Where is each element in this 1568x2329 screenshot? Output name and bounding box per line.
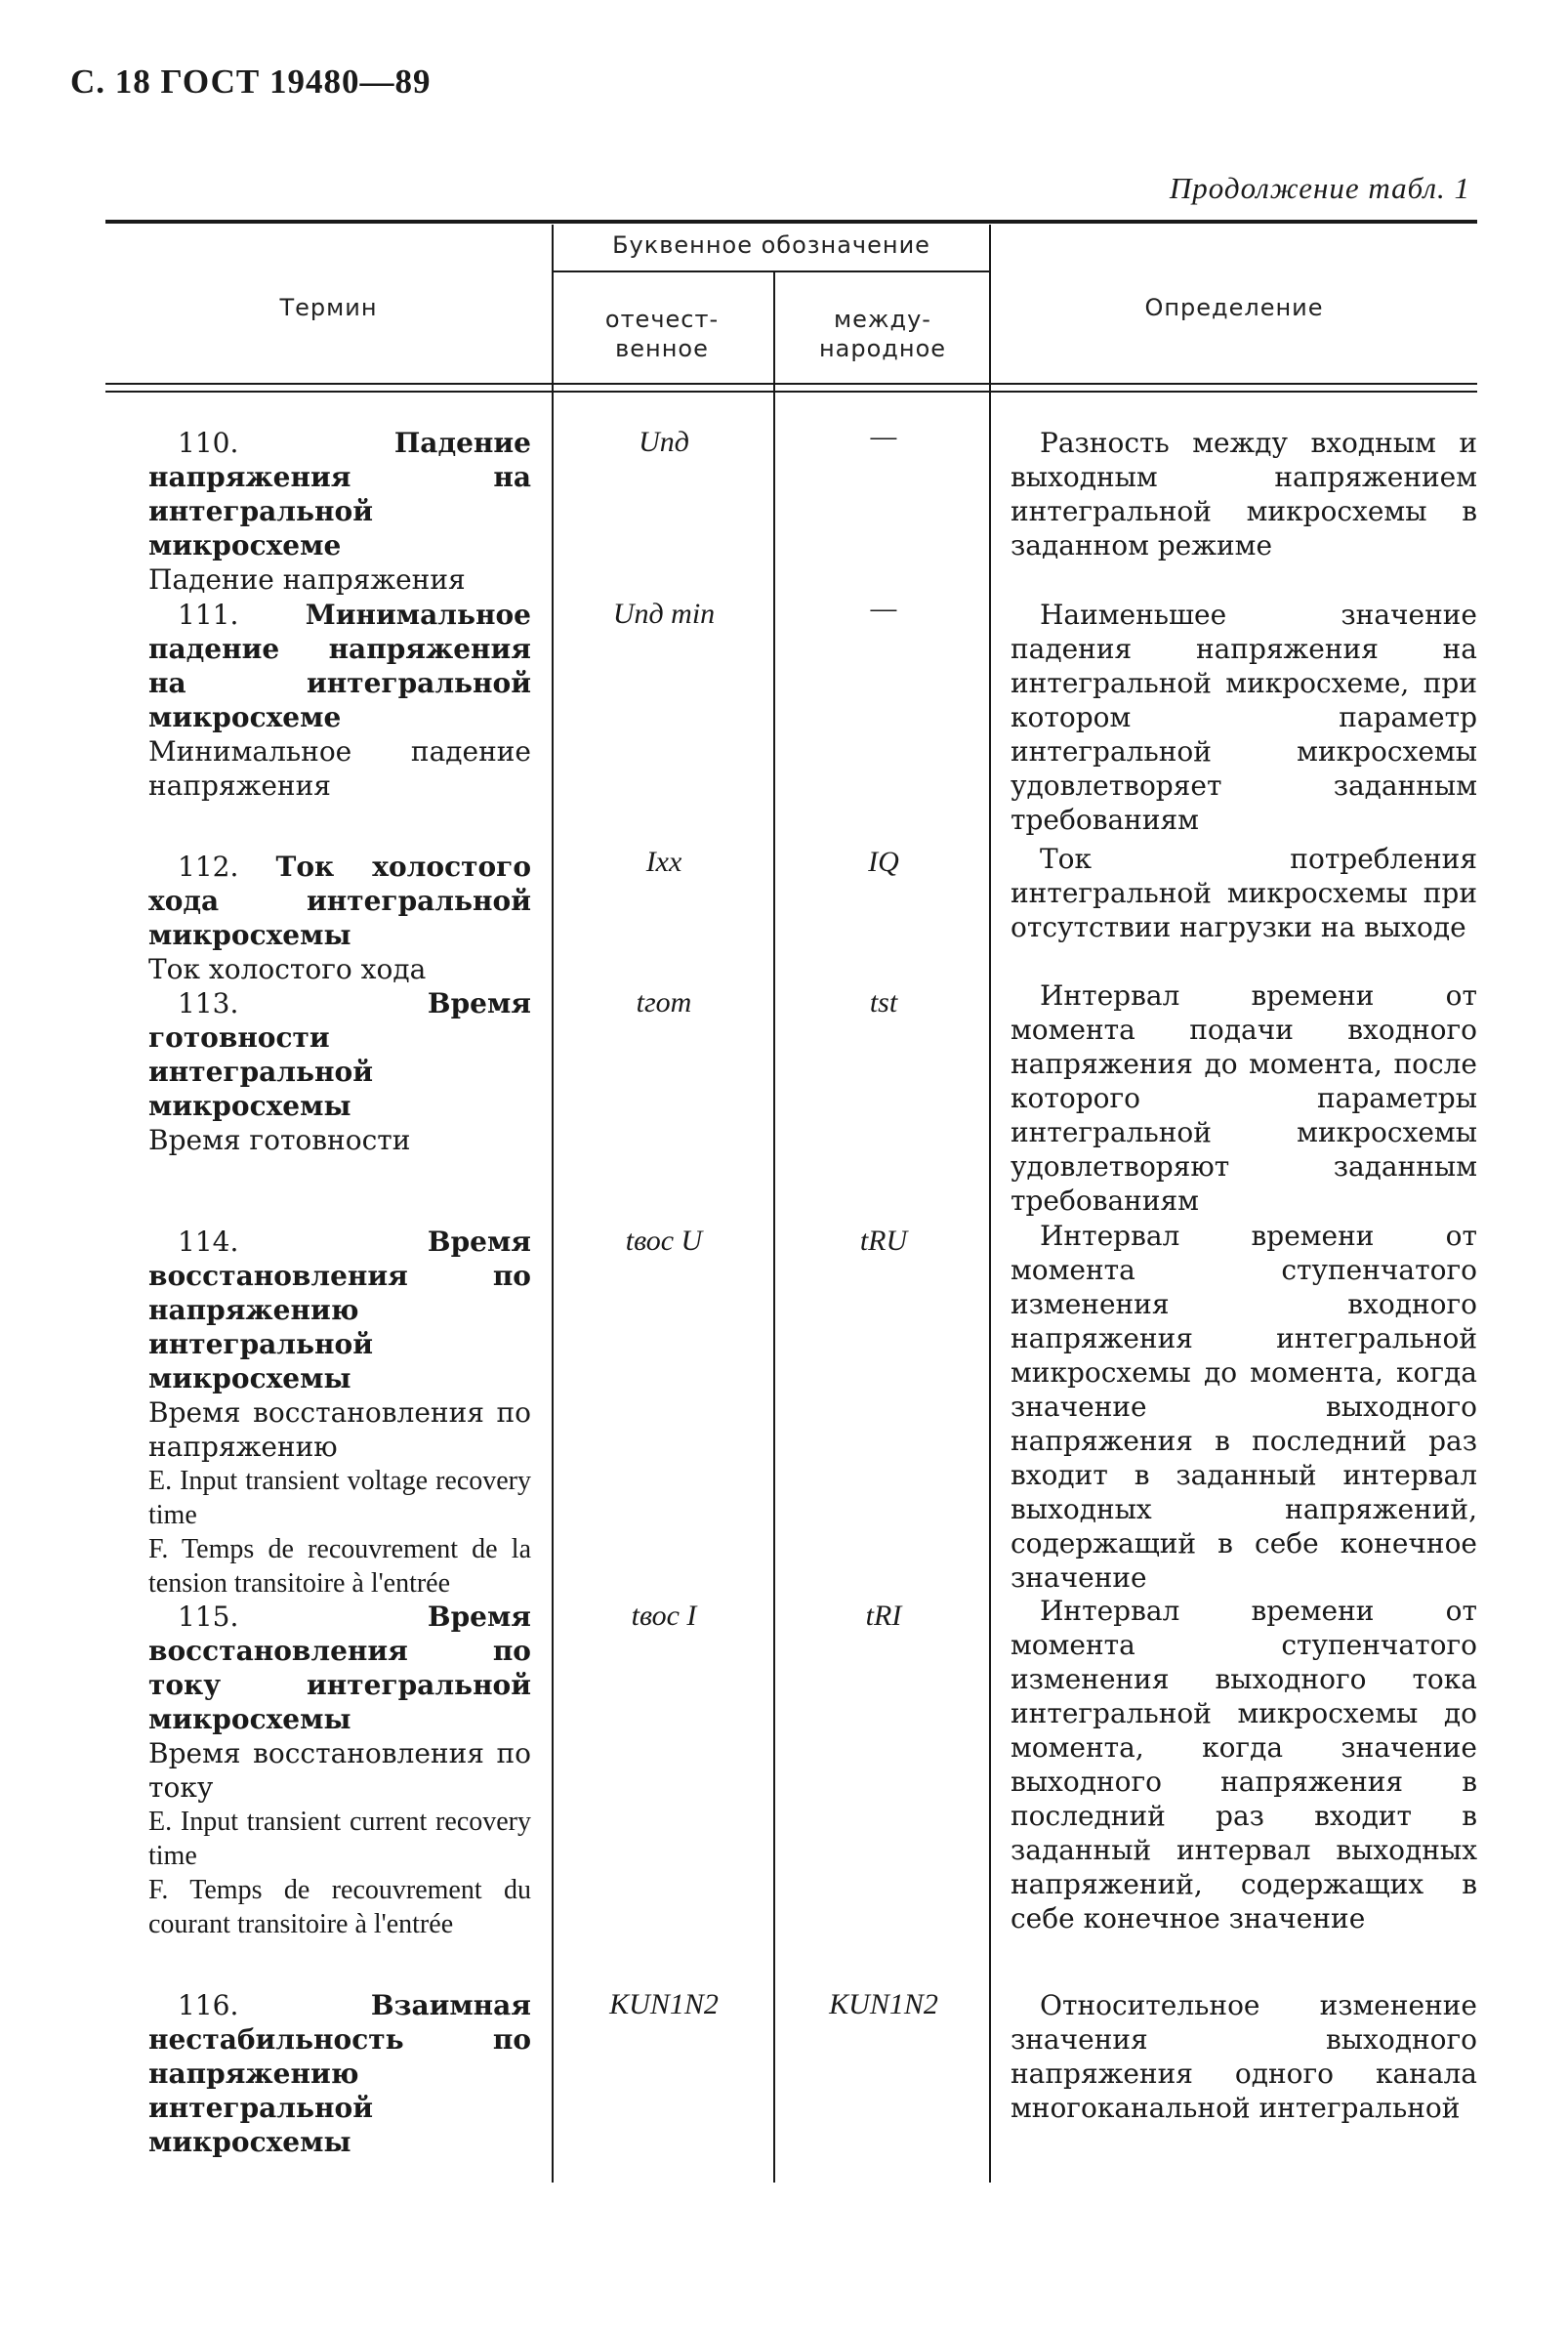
term-name: Падение напряжения на интегральной микросхеме: [148, 427, 531, 561]
term-number: 110.: [178, 427, 239, 459]
term-name: Время готовности интегральной микросхемы: [148, 987, 531, 1122]
term-number: 112.: [178, 851, 239, 883]
term-114: [148, 1225, 531, 1601]
definition-114: Интервал времени от момента ступенчатого изменения входного напряжения интегральной микросхемы до момента, когда значение выходного напряжения в последний раз входит в заданный интервал выходных напряжений, содержащий в себе конечное значение: [1011, 1220, 1477, 1594]
term-name: Время восстановления по току интегральной микросхемы: [148, 1601, 531, 1735]
symbol-international-113: tst: [869, 986, 898, 1019]
term-number: 113.: [178, 987, 239, 1019]
term-112: [148, 850, 531, 986]
symbol-international-110: —: [870, 420, 897, 452]
table-continuation-label: Продолжение табл. 1: [1169, 171, 1470, 205]
term-synonym: Время готовности: [148, 1124, 411, 1156]
symbol-domestic-111: Uпд min: [612, 598, 716, 630]
term-116: [148, 1988, 531, 2159]
page-header: С. 18 ГОСТ 19480—89: [70, 62, 432, 101]
term-name: Время восстановления по напряжению интегральной микросхемы: [148, 1226, 531, 1394]
term-115: [148, 1600, 531, 1941]
header-term: Термин: [279, 294, 378, 321]
definition-115: Интервал времени от момента ступенчатого изменения выходного тока интегральной микросхемы до момента, когда значение выходного напряжения в последний раз входит в заданный интервал выходных напряжений, содержащих в себе конечное значение: [1011, 1595, 1477, 1934]
term-synonym: Время восстановления по напряжению: [148, 1396, 531, 1463]
term-110: [148, 426, 531, 597]
symbol-domestic-113: tгот: [636, 986, 692, 1019]
term-synonym: Ток холостого хода: [148, 953, 427, 985]
term-french: F. Temps de recouvrement du courant transitoire à l'entrée: [148, 1875, 531, 1939]
term-number: 111.: [178, 599, 239, 631]
definition-112: Ток потребления интегральной микросхемы при отсутствии нагрузки на выходе: [1011, 843, 1477, 943]
term-113: [148, 986, 531, 1157]
term-synonym: Падение напряжения: [148, 563, 466, 596]
definition-116: Относительное изменение значения выходного напряжения одного канала многоканальной интегральной: [1011, 1989, 1477, 2124]
term-english: E. Input transient current recovery time: [148, 1807, 531, 1871]
header-bottom-rule-2: [105, 391, 1477, 393]
header-letter-designation: Буквенное обозначение: [612, 231, 930, 259]
term-number: 116.: [178, 1989, 239, 2021]
definition-111: Наименьшее значение падения напряжения на интегральной микросхеме, при котором параметр интегральной микросхемы удовлетворяет заданным требованиям: [1011, 599, 1477, 836]
column-rule-definition: [989, 225, 991, 2183]
symbol-international-114: tRU: [859, 1225, 908, 1257]
symbol-domestic-110: Uпд: [639, 426, 689, 458]
symbol-international-116: KUN1N2: [829, 1988, 938, 2020]
term-french: F. Temps de recouvrement de la tension transitoire à l'entrée: [148, 1534, 531, 1599]
term-english: E. Input transient voltage recovery time: [148, 1466, 531, 1530]
term-name: Минимальное падение напряжения на интегральной микросхеме: [148, 599, 531, 733]
symbol-international-111: —: [870, 592, 897, 624]
table-top-rule: [105, 220, 1477, 224]
definition-110: Разность между входным и выходным напряжением интегральной микросхемы в заданном режиме: [1011, 427, 1477, 561]
column-rule-term: [552, 225, 554, 2183]
term-number: 114.: [178, 1226, 239, 1258]
definition-113: Интервал времени от момента подачи входного напряжения до момента, после которого параметры интегральной микросхемы удовлетворяют заданным требованиям: [1011, 979, 1477, 1217]
header-domestic: отечест-венное: [604, 306, 720, 362]
letter-designation-rule: [552, 270, 991, 272]
symbol-domestic-116: KUN1N2: [609, 1988, 719, 2020]
symbol-domestic-112: Iхх: [645, 846, 682, 878]
header-international: между-народное: [818, 306, 947, 362]
symbol-international-115: tRI: [865, 1600, 902, 1632]
header-definition: Определение: [1144, 294, 1324, 321]
symbol-domestic-114: tвос U: [625, 1225, 703, 1257]
symbol-international-112: IQ: [868, 846, 899, 878]
term-number: 115.: [178, 1601, 239, 1633]
term-name: Ток холостого хода интегральной микросхемы: [148, 851, 531, 951]
term-synonym: Время восстановления по току: [148, 1737, 531, 1804]
term-name: Взаимная нестабильность по напряжению интегральной микросхемы: [148, 1989, 531, 2158]
term-111: [148, 598, 531, 803]
symbol-domestic-115: tвос I: [631, 1600, 697, 1632]
term-synonym: Минимальное падение напряжения: [148, 735, 531, 802]
header-bottom-rule-1: [105, 383, 1477, 385]
